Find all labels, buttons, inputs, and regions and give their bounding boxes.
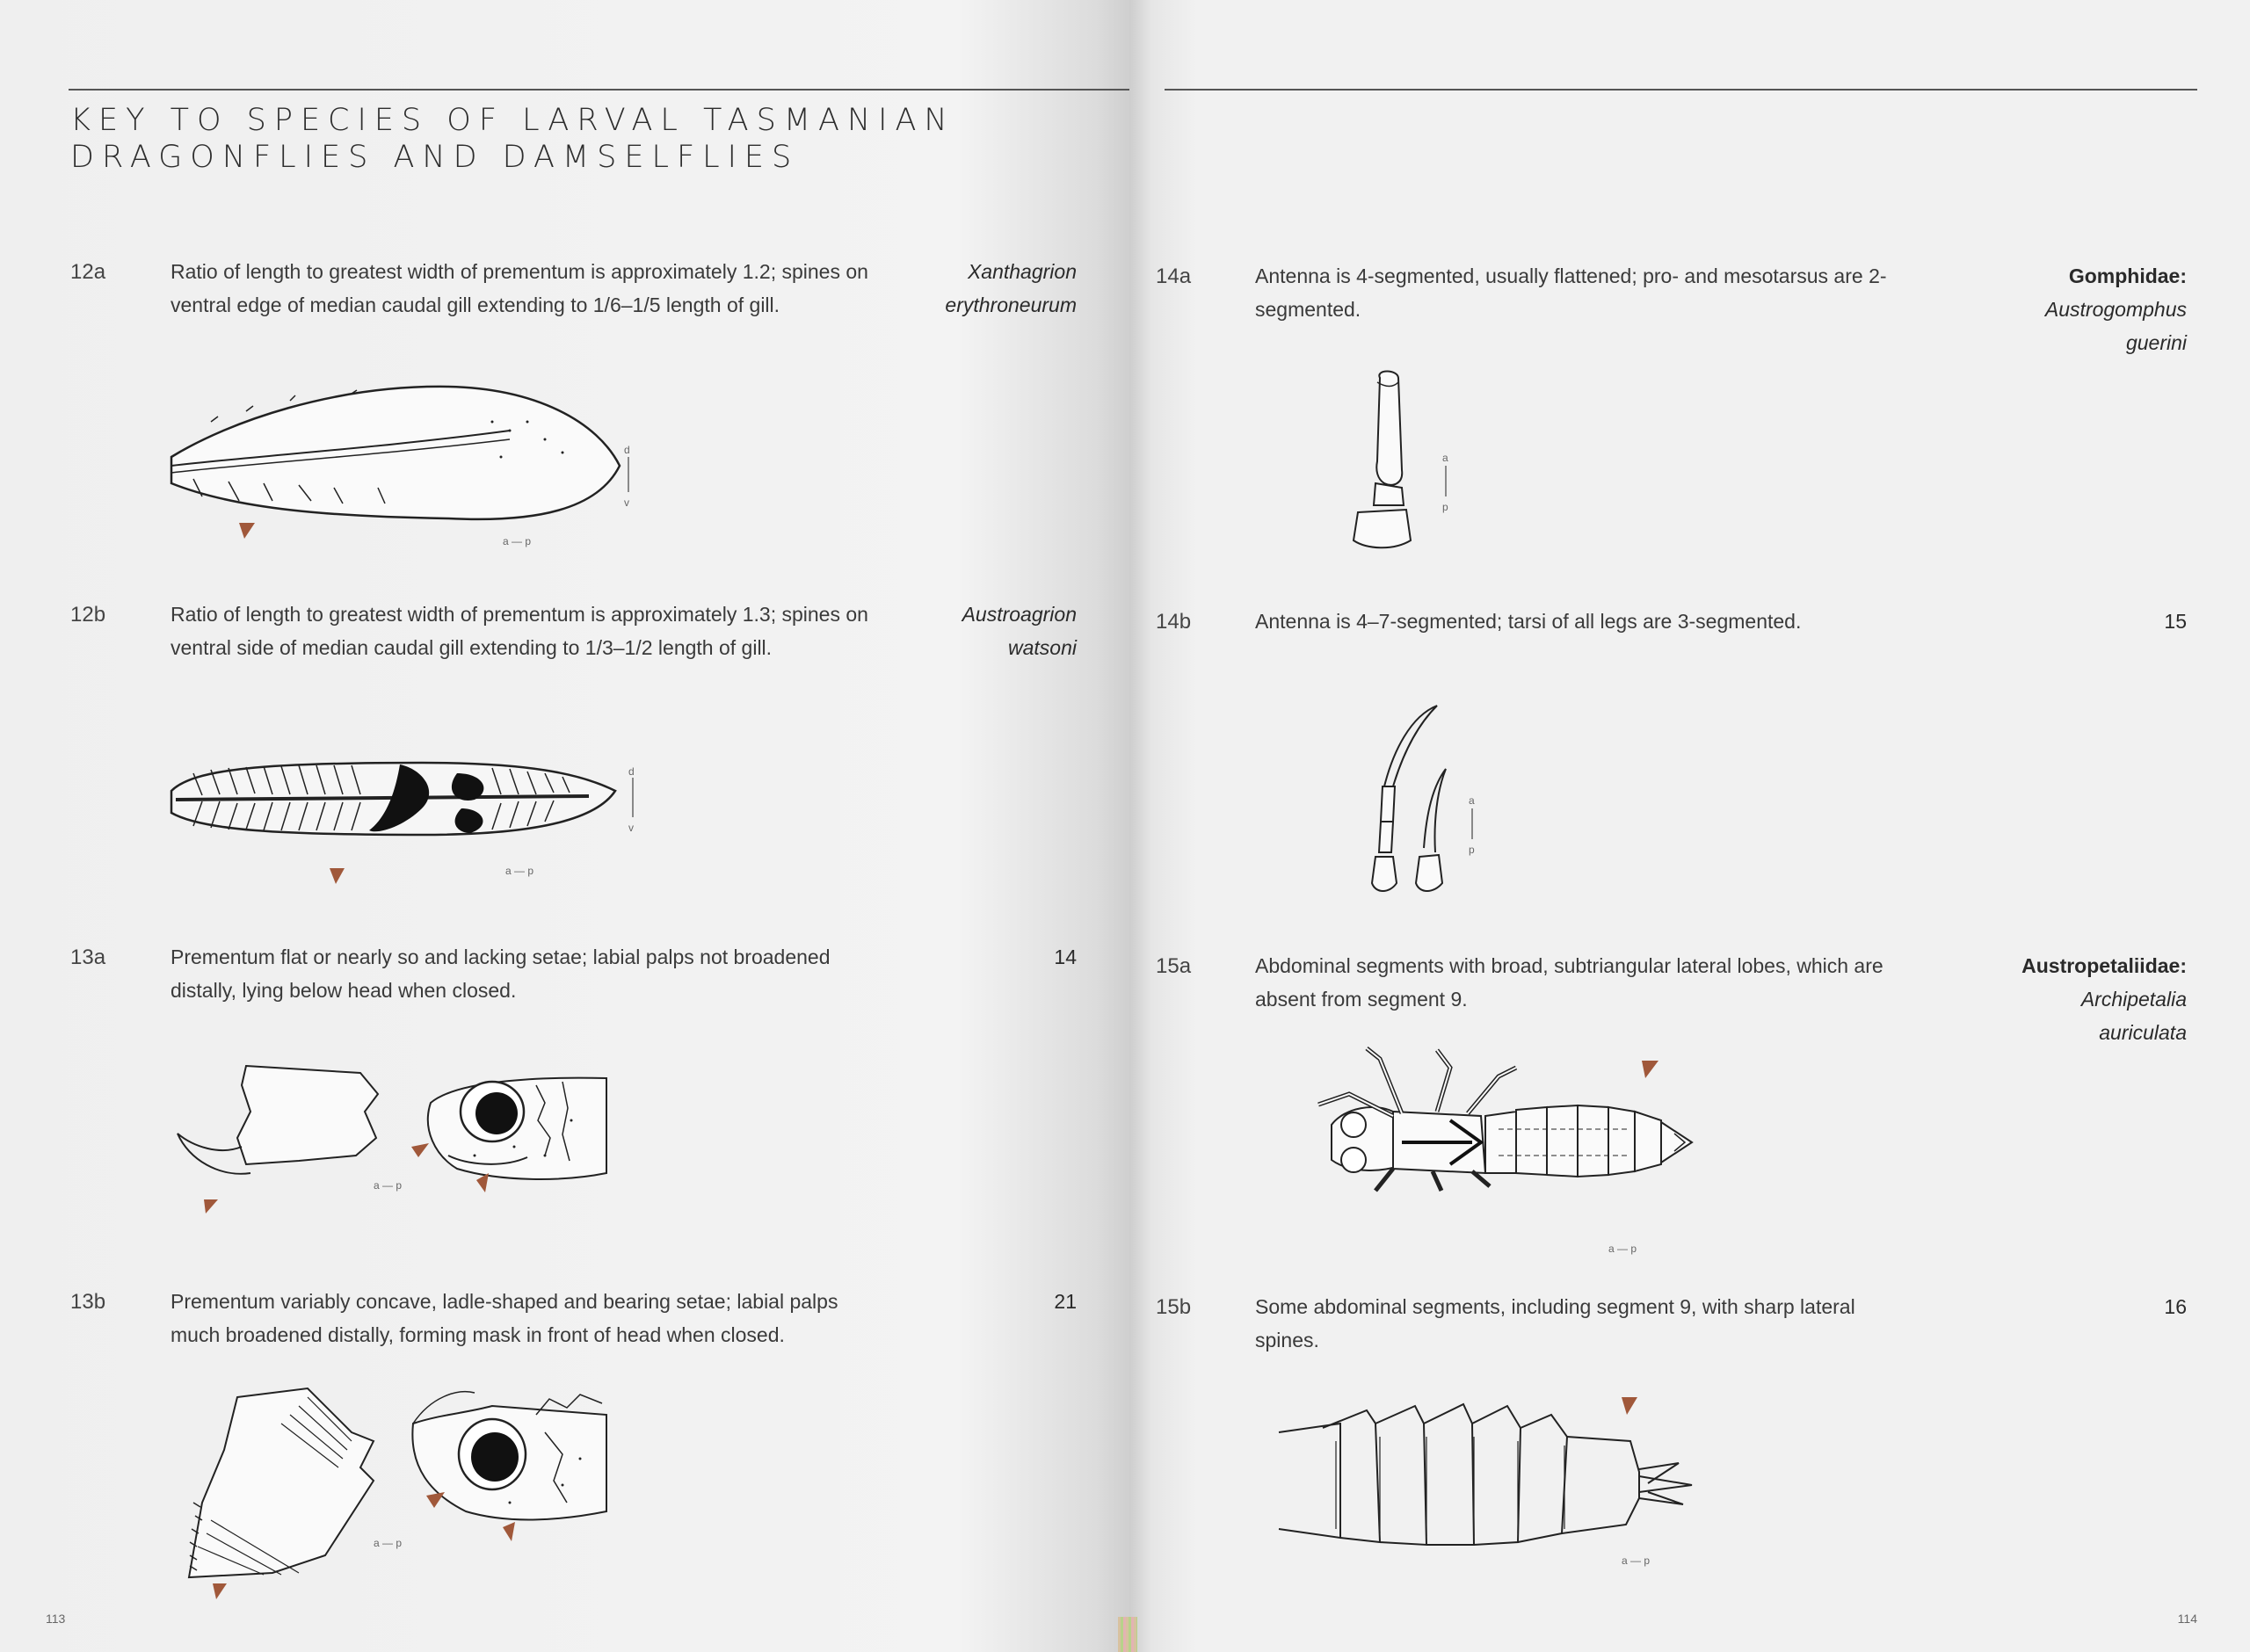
couplet-description: Ratio of length to greatest width of prementum is approximately 1.3; spines on ventral side of median caudal gill extending to 1/3–1/2 length of gill. bbox=[171, 603, 868, 659]
prementum-figure-13a bbox=[167, 1059, 624, 1235]
result-goto: 16 bbox=[2164, 1295, 2187, 1318]
couplet-number: 14b bbox=[1156, 610, 1192, 634]
gill-figure-12a bbox=[158, 369, 650, 562]
page-number: 113 bbox=[46, 1612, 66, 1626]
label-ap: a — p bbox=[374, 1179, 403, 1192]
couplet-description: Antenna is 4-segmented, usually flattened; pro- and mesotarsus are 2-segmented. bbox=[1255, 264, 1887, 321]
larva-figure-15b bbox=[1270, 1388, 1762, 1573]
result-genus: Austrogomphus bbox=[2044, 298, 2187, 321]
result-species: erythroneurum bbox=[945, 293, 1077, 316]
title-line-1: KEY TO SPECIES OF LARVAL TASMANIAN bbox=[70, 103, 955, 138]
couplet-result bbox=[1923, 259, 2187, 359]
couplet-result bbox=[971, 1285, 1077, 1318]
title-line-2: DRAGONFLIES AND DAMSELFLIES bbox=[70, 140, 800, 175]
couplet-result bbox=[2081, 605, 2187, 638]
result-family: Gomphidae: bbox=[2068, 264, 2187, 287]
result-genus: Xanthagrion bbox=[967, 260, 1077, 283]
result-family: Austropetaliidae: bbox=[2021, 954, 2187, 977]
couplet-number: 13b bbox=[70, 1290, 106, 1314]
result-goto: 15 bbox=[2164, 610, 2187, 633]
antenna-figure-14a bbox=[1323, 365, 1499, 567]
couplet-number: 15a bbox=[1156, 954, 1192, 978]
result-genus: Archipetalia bbox=[2080, 988, 2187, 1011]
couplet-description: Prementum variably concave, ladle-shaped and bearing setae; labial palps much broadened distally, forming mask in front of head when closed. bbox=[171, 1290, 838, 1346]
larva-figure-15a bbox=[1261, 1041, 1753, 1261]
label-p: p bbox=[1442, 501, 1448, 513]
label-a: a bbox=[1469, 794, 1475, 807]
result-goto: 21 bbox=[1054, 1290, 1077, 1313]
header-rule bbox=[1165, 89, 2197, 91]
couplet-number: 13a bbox=[70, 946, 106, 969]
page-title bbox=[70, 102, 955, 176]
prementum-figure-13b bbox=[176, 1380, 633, 1608]
result-goto: 14 bbox=[1054, 946, 1077, 968]
antenna-figure-14b bbox=[1305, 699, 1516, 905]
result-genus: Austroagrion bbox=[962, 603, 1077, 626]
couplet-result bbox=[971, 940, 1077, 974]
book-spine-edge bbox=[1118, 1617, 1137, 1652]
couplet-description: Some abdominal segments, including segment 9, with sharp lateral spines. bbox=[1255, 1295, 1855, 1351]
couplet-number: 14a bbox=[1156, 264, 1192, 288]
couplet-result bbox=[848, 255, 1077, 322]
couplet-description: Prementum flat or nearly so and lacking setae; labial palps not broadened distally, lying below head when closed. bbox=[171, 946, 831, 1002]
label-ap: a — p bbox=[1608, 1243, 1637, 1255]
couplet-description: Antenna is 4–7-segmented; tarsi of all legs are 3-segmented. bbox=[1255, 610, 1802, 633]
label-ap: a — p bbox=[1622, 1554, 1651, 1567]
label-v: v bbox=[628, 822, 634, 834]
label-ap: a — p bbox=[505, 865, 534, 877]
couplet-description: Ratio of length to greatest width of prementum is approximately 1.2; spines on ventral edge of median caudal gill extending to 1/6–1/5 length of gill. bbox=[171, 260, 868, 316]
result-species: guerini bbox=[2125, 331, 2187, 354]
result-species: auriculata bbox=[2099, 1021, 2187, 1044]
result-species: watsoni bbox=[1008, 636, 1077, 659]
label-d: d bbox=[624, 444, 630, 456]
couplet-number: 12b bbox=[70, 603, 106, 627]
label-ap: a — p bbox=[503, 535, 532, 547]
gill-figure-12b bbox=[158, 738, 650, 896]
header-rule bbox=[69, 89, 1129, 91]
page-number: 114 bbox=[2177, 1612, 2197, 1626]
couplet-number: 15b bbox=[1156, 1295, 1192, 1319]
right-page bbox=[1129, 0, 2250, 1652]
label-d: d bbox=[628, 765, 635, 778]
couplet-result bbox=[1923, 949, 2187, 1049]
label-ap: a — p bbox=[374, 1537, 403, 1549]
label-a: a bbox=[1442, 452, 1448, 464]
label-v: v bbox=[624, 496, 629, 509]
couplet-number: 12a bbox=[70, 260, 106, 284]
couplet-description: Abdominal segments with broad, subtriangular lateral lobes, which are absent from segment 9. bbox=[1255, 954, 1883, 1011]
couplet-result bbox=[2081, 1290, 2187, 1323]
label-p: p bbox=[1469, 844, 1475, 856]
couplet-result bbox=[848, 598, 1077, 664]
